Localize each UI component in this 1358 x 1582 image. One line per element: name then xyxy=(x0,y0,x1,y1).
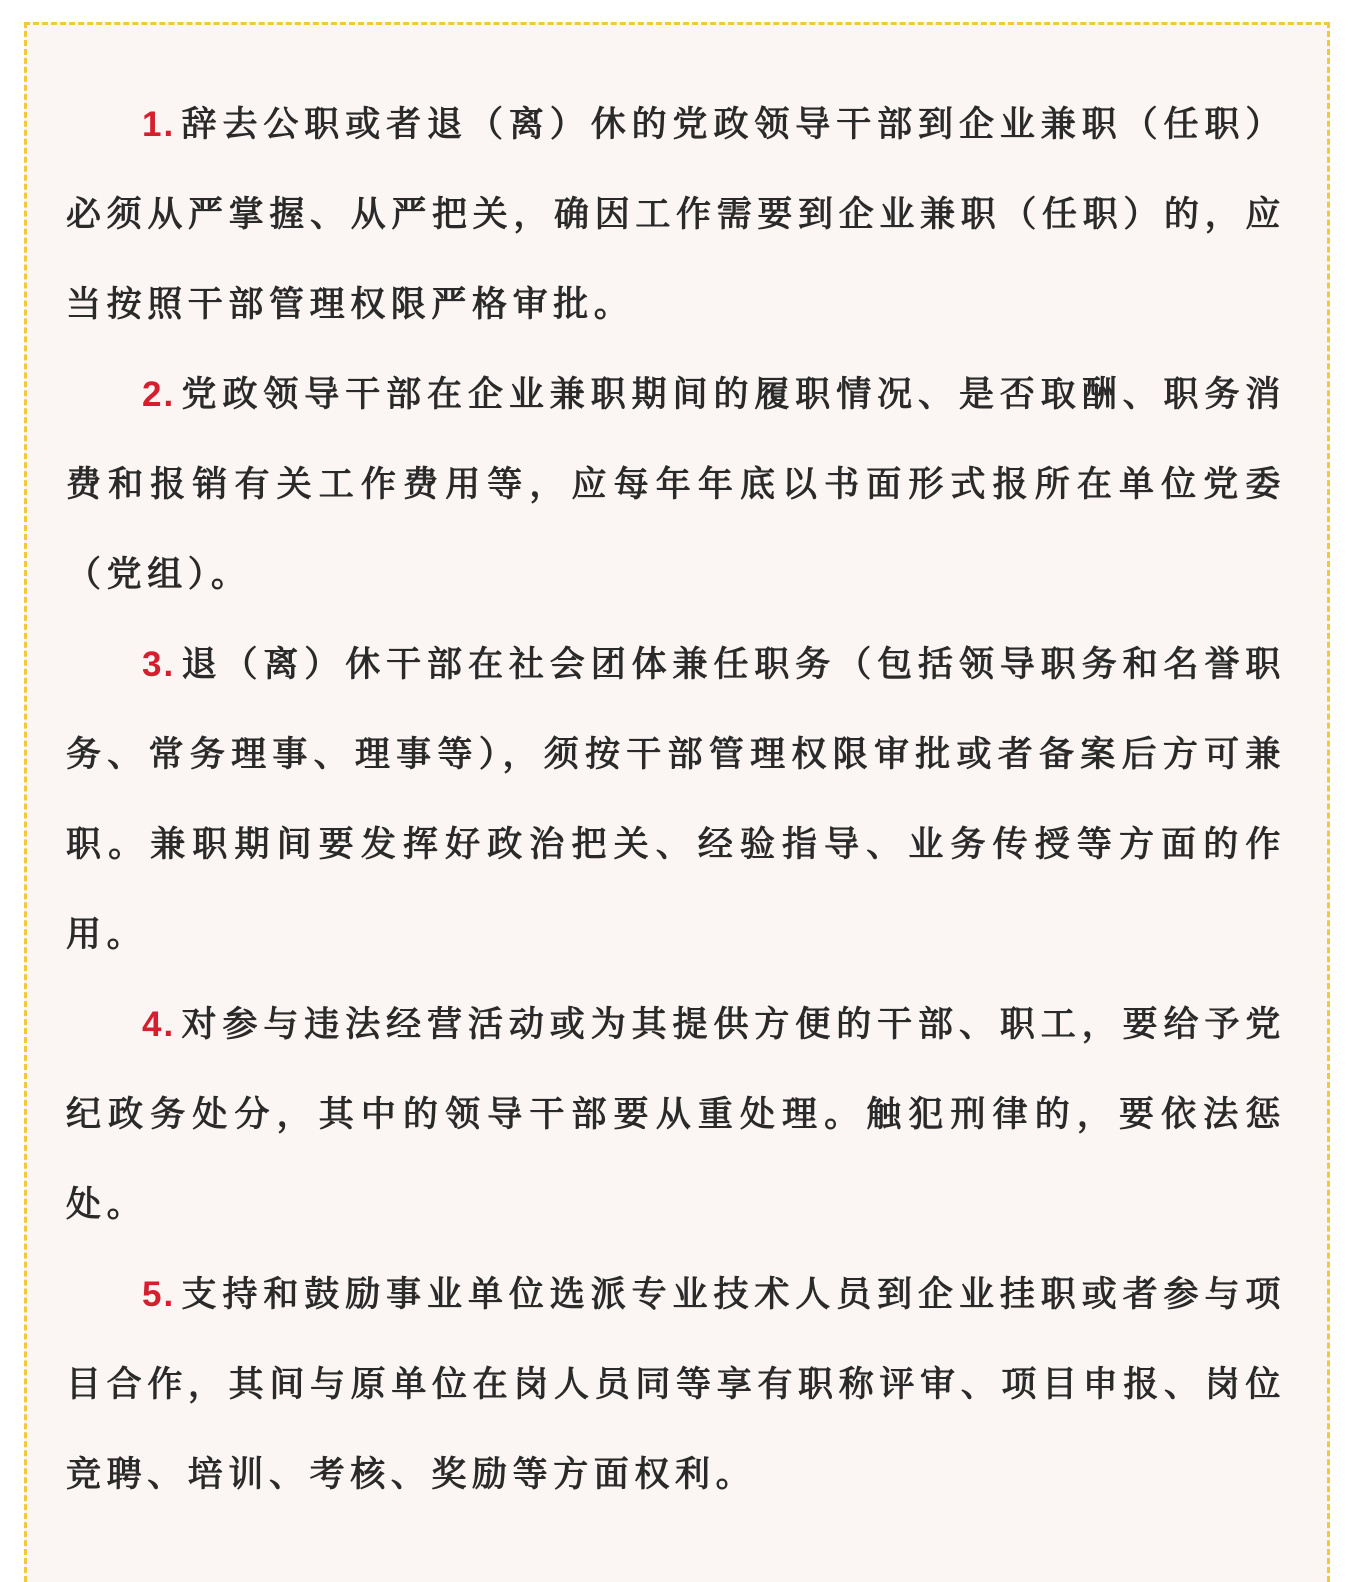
rule-number: 3. xyxy=(142,645,176,684)
rule-number: 1. xyxy=(142,105,176,144)
rule-number: 2. xyxy=(142,375,176,414)
rule-text: 退（离）休干部在社会团体兼任职务（包括领导职务和名誉职务、常务理事、理事等），须按干部管理权限审批或者备案后方可兼职。兼职期间要发挥好政治把关、经验指导、业务传授等方面的作用。 xyxy=(66,645,1286,955)
rule-item-4 xyxy=(66,980,1286,1250)
rule-item-1 xyxy=(66,80,1286,350)
rule-text: 对参与违法经营活动或为其提供方便的干部、职工，要给予党纪政务处分，其中的领导干部要从重处理。触犯刑律的，要依法惩处。 xyxy=(66,1005,1286,1225)
rule-number: 4. xyxy=(142,1005,176,1044)
rule-number: 5. xyxy=(142,1275,176,1314)
rules-list xyxy=(66,80,1286,1520)
rule-text: 党政领导干部在企业兼职期间的履职情况、是否取酬、职务消费和报销有关工作费用等，应每年年底以书面形式报所在单位党委（党组）。 xyxy=(66,375,1286,595)
rule-item-3 xyxy=(66,620,1286,980)
rule-item-2 xyxy=(66,350,1286,620)
rule-text: 辞去公职或者退（离）休的党政领导干部到企业兼职（任职）必须从严掌握、从严把关，确因工作需要到企业兼职（任职）的，应当按照干部管理权限严格审批。 xyxy=(66,105,1286,325)
rule-text: 支持和鼓励事业单位选派专业技术人员到企业挂职或者参与项目合作，其间与原单位在岗人员同等享有职称评审、项目申报、岗位竞聘、培训、考核、奖励等方面权利。 xyxy=(66,1275,1286,1495)
rule-item-5 xyxy=(66,1250,1286,1520)
